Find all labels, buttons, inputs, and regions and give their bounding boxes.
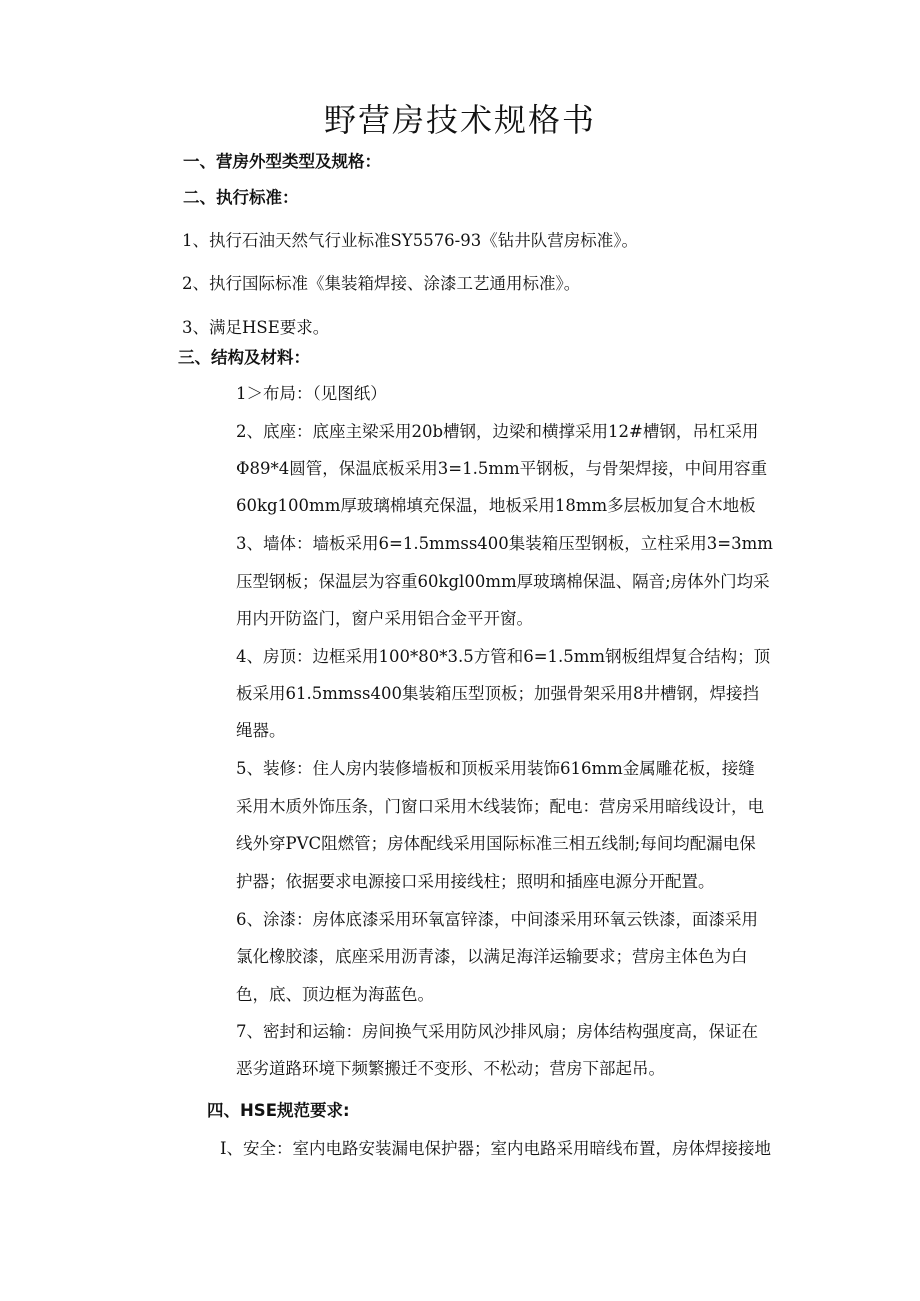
structure-item-5-line-4: 护器；依据要求电源接口采用接线柱；照明和插座电源分开配置。 bbox=[236, 872, 715, 891]
structure-item-5-line-2: 采用木质外饰压条，门窗口采用木线装饰；配电：营房采用暗线设计，电 bbox=[236, 797, 764, 816]
structure-item-5-line-3: 线外穿PVC阻燃管；房体配线采用国际标准三相五线制;每间均配漏电保 bbox=[236, 834, 756, 853]
standard-item-3: 3、满足HSE要求。 bbox=[182, 318, 330, 337]
structure-item-4-line-1: 4、房顶：边框采用100*80*3.5方管和6=1.5mm钢板组焊复合结构；顶 bbox=[236, 647, 771, 666]
section-heading-1: 一、营房外型类型及规格： bbox=[183, 152, 381, 171]
section-heading-3: 三、结构及材料： bbox=[178, 348, 310, 367]
structure-item-5-line-1: 5、装修：住人房内装修墙板和顶板采用装饰616mm金属雕花板，接缝 bbox=[236, 759, 755, 778]
structure-item-6-line-2: 氯化橡胶漆，底座采用沥青漆，以满足海洋运输要求；营房主体色为白 bbox=[236, 947, 748, 966]
structure-item-3-line-1: 3、墙体：墙板采用6=1.5mmss400集装箱压型钢板，立柱采用3=3mm bbox=[236, 534, 773, 553]
structure-item-2-line-1: 2、底座：底座主梁采用20b槽钢，边梁和横撑采用12#槽钢，吊杠采用 bbox=[236, 422, 759, 441]
section-heading-4: 四、HSE规范要求: bbox=[207, 1101, 350, 1120]
structure-item-7-line-2: 恶劣道路环境下频繁搬迁不变形、不松动；营房下部起吊。 bbox=[236, 1059, 665, 1078]
structure-item-2-line-3: 60kg100mm厚玻璃棉填充保温，地板采用18mm多层板加复合木地板 bbox=[236, 496, 756, 515]
structure-item-3-line-2: 压型钢板；保温层为容重60kgl00mm厚玻璃棉保温、隔音;房体外门均采 bbox=[236, 572, 770, 591]
structure-item-4-line-3: 绳器。 bbox=[236, 721, 286, 740]
document-title: 野营房技术规格书 bbox=[323, 101, 596, 139]
hse-item-1: I、安全：室内电路安装漏电保护器；室内电路采用暗线布置，房体焊接接地 bbox=[220, 1139, 772, 1158]
structure-item-6-line-1: 6、涂漆：房体底漆采用环氧富锌漆，中间漆采用环氧云铁漆，面漆采用 bbox=[236, 910, 758, 929]
structure-item-3-line-3: 用内开防盗门，窗户采用铝合金平开窗。 bbox=[236, 609, 533, 628]
structure-item-4-line-2: 板采用61.5mmss400集装箱压型顶板；加强骨架采用8井槽钢，焊接挡 bbox=[236, 684, 759, 703]
structure-item-1-line-1: 1＞布局：（见图纸） bbox=[236, 384, 387, 403]
structure-item-2-line-2: Φ89*4圆管，保温底板采用3=1.5mm平钢板，与骨架焊接，中间用容重 bbox=[236, 459, 768, 478]
section-heading-2: 二、执行标准： bbox=[183, 188, 299, 207]
structure-item-7-line-1: 7、密封和运输：房间换气采用防风沙排风扇；房体结构强度高，保证在 bbox=[236, 1022, 758, 1041]
standard-item-1: 1、执行石油天然气行业标准SY5576-93《钻井队营房标准》。 bbox=[182, 231, 639, 250]
standard-item-2: 2、执行国际标准《集装箱焊接、涂漆工艺通用标准》。 bbox=[182, 274, 581, 293]
structure-item-6-line-3: 色，底、顶边框为海蓝色。 bbox=[236, 985, 434, 1004]
